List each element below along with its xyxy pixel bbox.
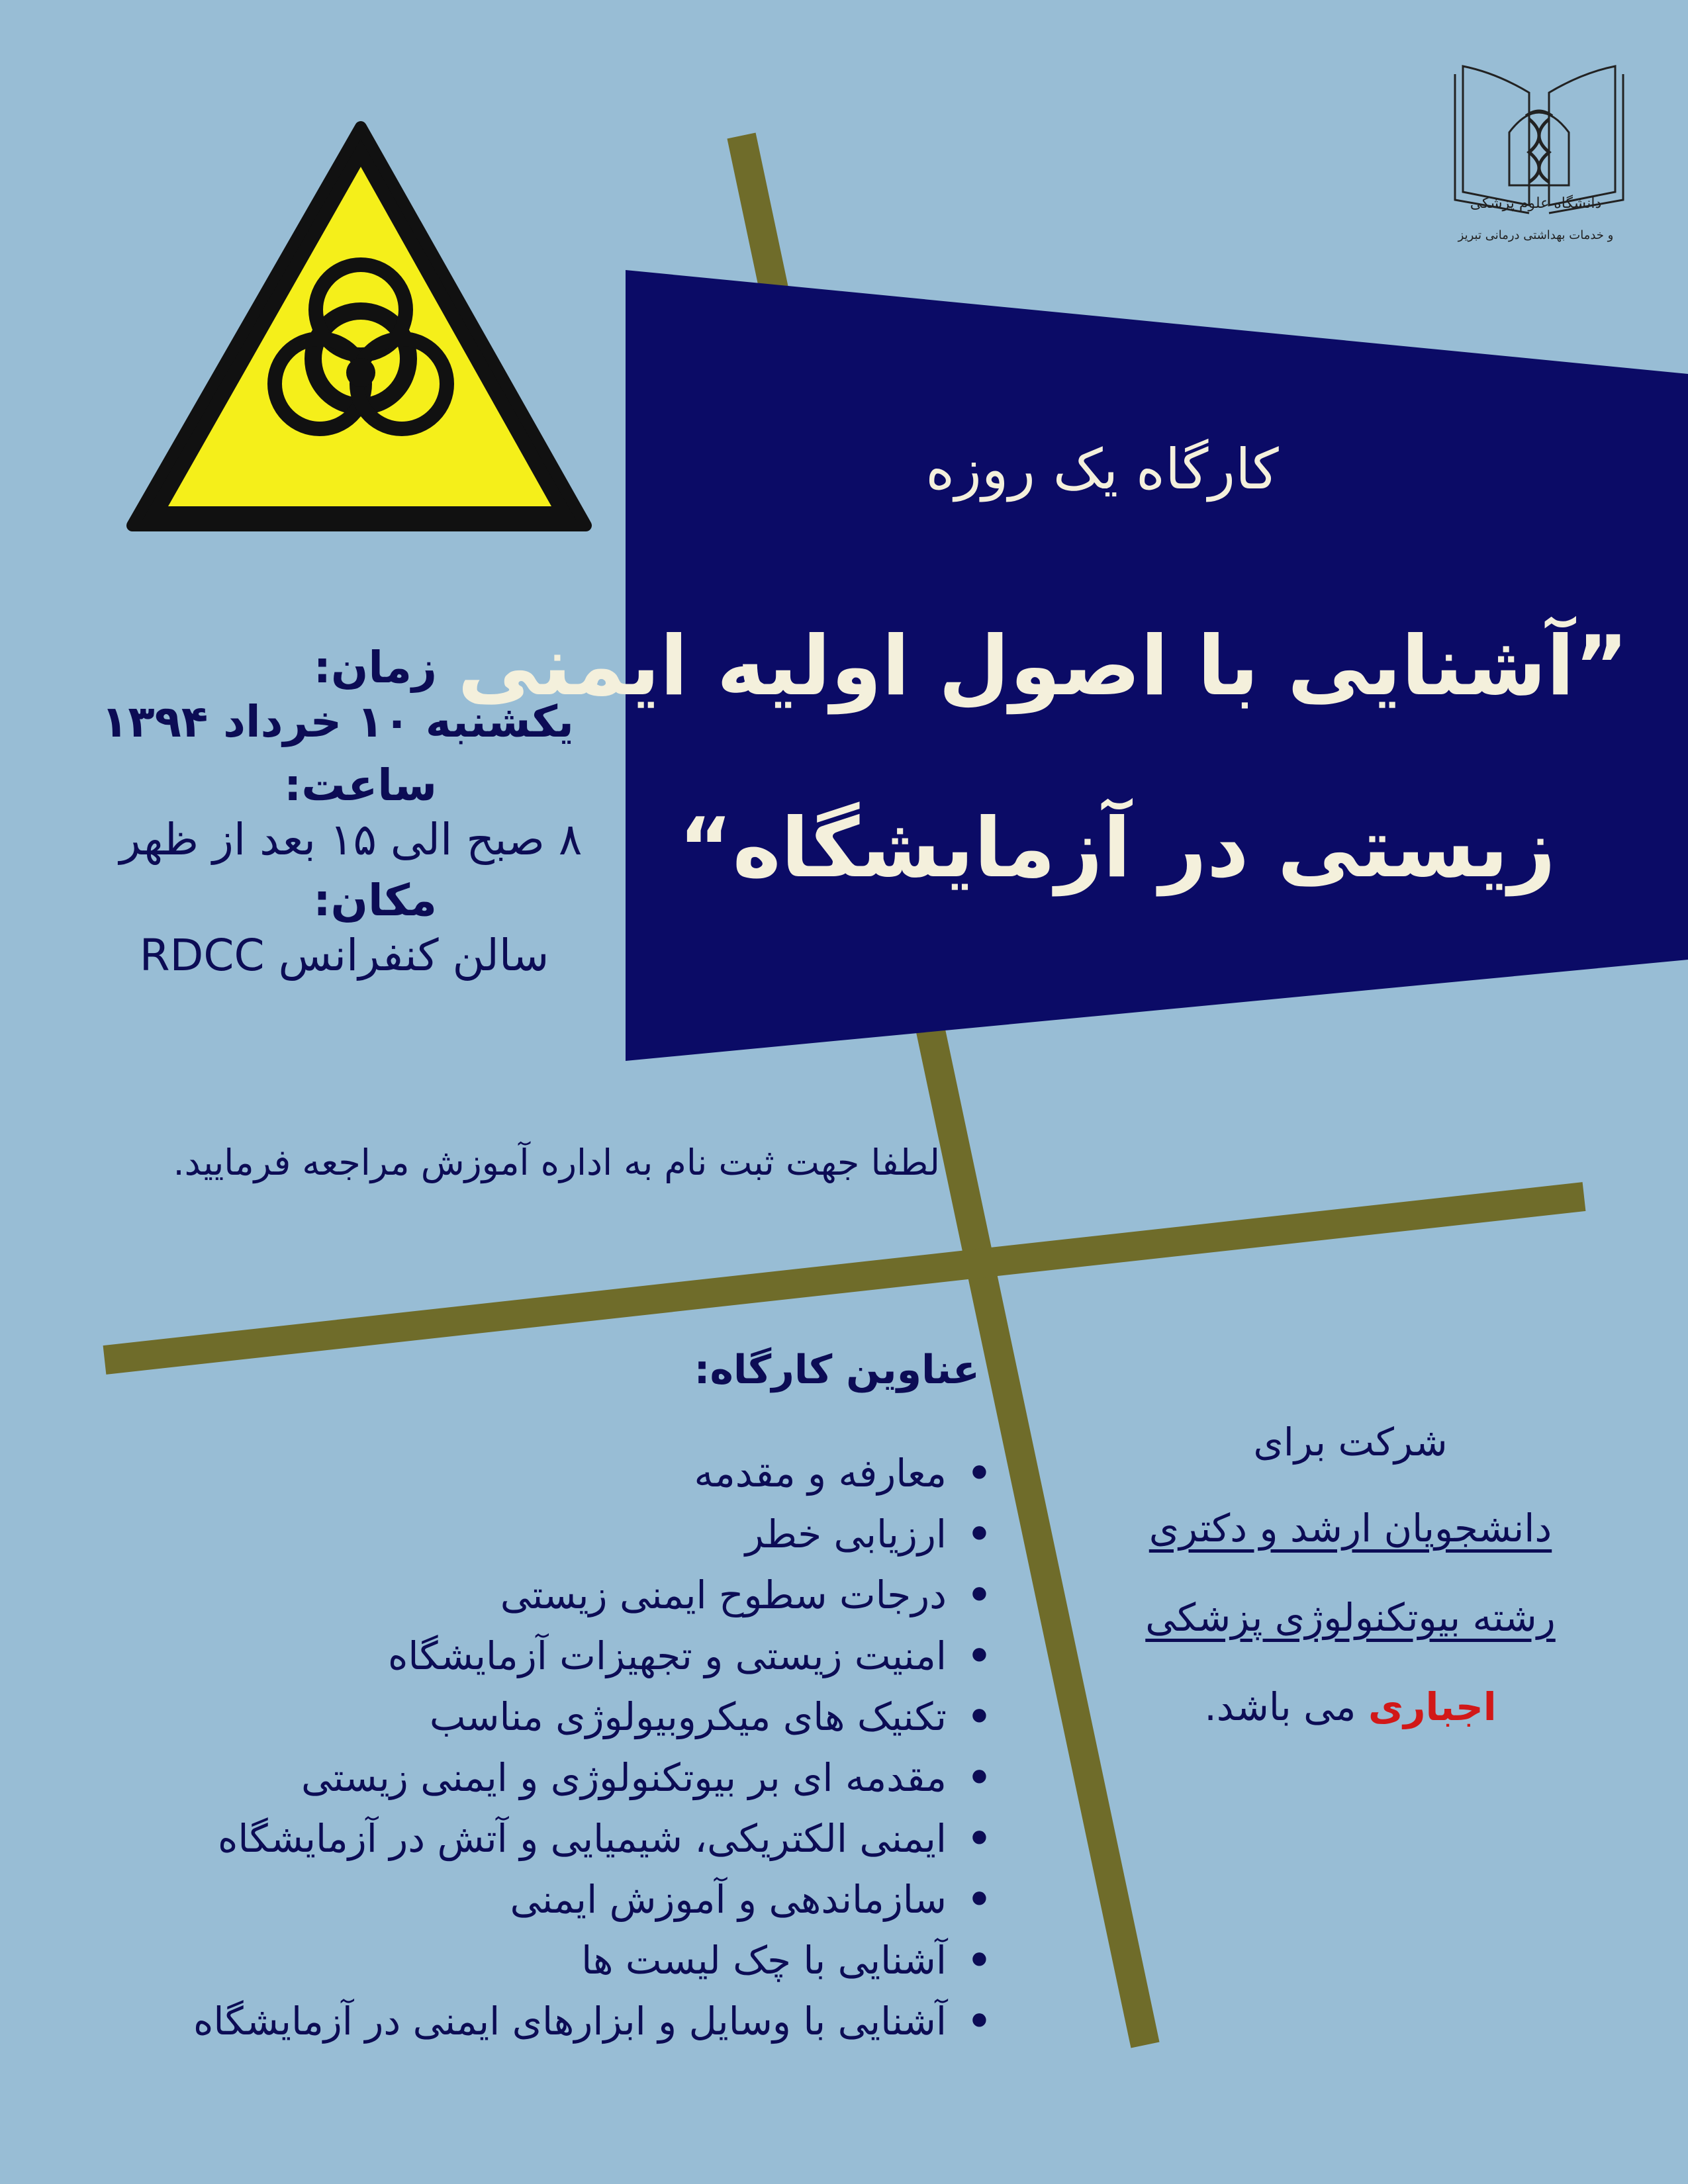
mandatory-suffix: می باشد. bbox=[1204, 1684, 1368, 1729]
bullet-icon: • bbox=[966, 1633, 992, 1678]
topic-item: • مقدمه ای بر بیوتکنولوژی و ایمنی زیستی bbox=[40, 1747, 993, 1808]
logo-text-services: و خدمات بهداشتی درمانی تبریز bbox=[1458, 228, 1614, 242]
bullet-icon: • bbox=[966, 1816, 992, 1861]
topics-heading: عناوین کارگاه: bbox=[694, 1347, 980, 1393]
workshop-title-line-1: ”آشنایی با اصول اولیه ایمنی bbox=[457, 619, 1628, 714]
time-label: زمان: bbox=[313, 642, 437, 693]
registration-note: لطفا جهت ثبت نام به اداره آموزش مراجعه فرمایید. bbox=[173, 1142, 940, 1183]
audience-line-4 bbox=[1079, 1684, 1622, 1729]
topic-item: • درجات سطوح ایمنی زیستی bbox=[40, 1565, 993, 1625]
place-label: مکان: bbox=[313, 875, 437, 926]
topic-item: • تکنیک های میکروبیولوژی مناسب bbox=[40, 1686, 993, 1747]
hour-label: ساعت: bbox=[283, 760, 437, 811]
bullet-icon: • bbox=[966, 1451, 992, 1496]
topic-item: • ارزیابی خطر bbox=[40, 1504, 993, 1565]
horizontal-pole bbox=[105, 1197, 1584, 1360]
bullet-icon: • bbox=[966, 1938, 992, 1983]
audience-line-2: دانشجویان ارشد و دکتری bbox=[1149, 1506, 1552, 1551]
place-value: سالن کنفرانس RDCC bbox=[139, 930, 549, 981]
bullet-icon: • bbox=[966, 1572, 992, 1617]
hour-value: ۸ صبح الی ۱۵ بعد از ظهر bbox=[119, 814, 583, 865]
audience-line-1: شرکت برای bbox=[1253, 1420, 1448, 1465]
topic-item: • امنیت زیستی و تجهیزات آزمایشگاه bbox=[40, 1625, 993, 1686]
workshop-subtitle: کارگاه یک روزه bbox=[925, 437, 1279, 502]
topic-item: • آشنایی با چک لیست ها bbox=[40, 1930, 993, 1991]
bullet-icon: • bbox=[966, 1755, 992, 1800]
topic-item: • آشنایی با وسایل و ابزارهای ایمنی در آزمایشگاه bbox=[40, 1991, 993, 2052]
topic-item: • ایمنی الکتریکی، شیمیایی و آتش در آزمایشگاه bbox=[40, 1808, 993, 1869]
bullet-icon: • bbox=[966, 1877, 992, 1922]
mandatory-word: اجباری bbox=[1368, 1684, 1497, 1729]
topic-item: • سازماندهی و آموزش ایمنی bbox=[40, 1869, 993, 1930]
bullet-icon: • bbox=[966, 1694, 992, 1739]
workshop-title-line-2: زیستی در آزمایشگاه“ bbox=[679, 801, 1556, 896]
logo-text-university: دانشگاه علوم پزشکی bbox=[1470, 195, 1602, 212]
time-value: یکشنبه ۱۰ خرداد ۱۳۹۴ bbox=[101, 696, 574, 747]
topic-item: • معارفه و مقدمه bbox=[40, 1443, 993, 1504]
biohazard-warning-sign bbox=[132, 127, 586, 525]
topics-list bbox=[40, 1443, 993, 2052]
bullet-icon: • bbox=[966, 1512, 992, 1557]
bullet-icon: • bbox=[966, 1999, 992, 2044]
audience-line-3: رشته بیوتکنولوژی پزشکی bbox=[1145, 1595, 1556, 1640]
